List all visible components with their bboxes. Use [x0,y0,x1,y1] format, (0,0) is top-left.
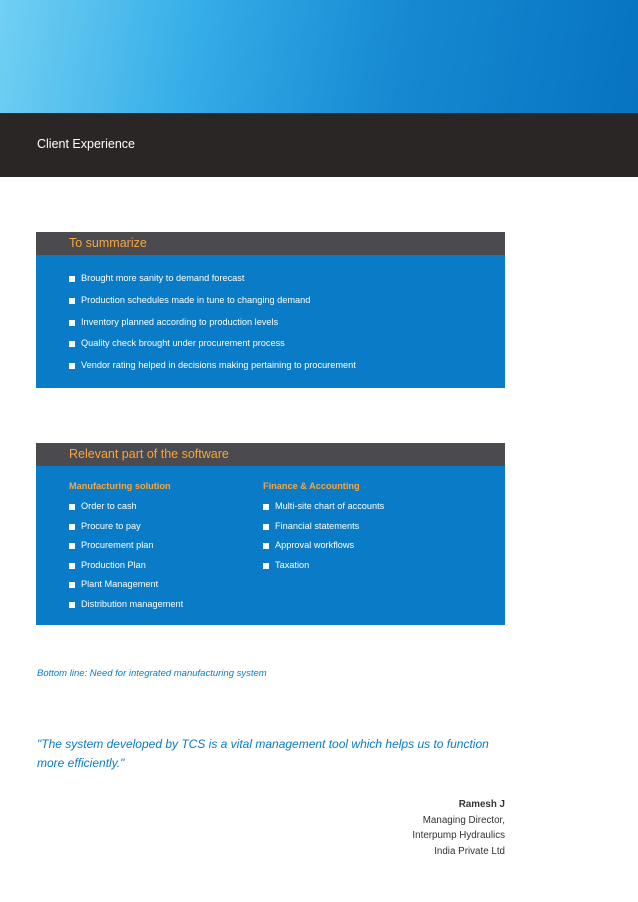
list-item: Quality check brought under procurement process [69,338,356,349]
list-item: Plant Management [69,579,183,590]
list-item: Financial statements [263,521,384,532]
signatory-name: Ramesh J [458,799,505,810]
finance-list [263,501,384,579]
bullet-square-icon [263,563,269,569]
section-title: Client Experience [37,137,135,151]
list-item: Brought more sanity to demand forecast [69,273,356,284]
summary-panel-header [36,232,505,255]
bullet-square-icon [69,582,75,588]
list-item: Production Plan [69,560,183,571]
list-item: Order to cash [69,501,183,512]
signatory-company: Interpump Hydraulics [412,830,505,841]
list-item: Production schedules made in tune to changing demand [69,295,356,306]
hero-gradient-banner [0,0,638,113]
bullet-square-icon [69,504,75,510]
software-panel [36,443,505,625]
bullet-square-icon [69,543,75,549]
bullet-square-icon [69,363,75,369]
bullet-square-icon [263,524,269,530]
finance-heading: Finance & Accounting [263,481,360,491]
list-item: Procurement plan [69,540,183,551]
bullet-square-icon [69,341,75,347]
list-item: Taxation [263,560,384,571]
bullet-square-icon [263,504,269,510]
list-item: Vendor rating helped in decisions making pertaining to procurement [69,360,356,371]
signatory-title: Managing Director, [422,814,505,826]
summary-title: To summarize [69,236,147,250]
bullet-square-icon [69,602,75,608]
bullet-square-icon [263,543,269,549]
list-item: Inventory planned according to production levels [69,317,356,328]
manufacturing-heading: Manufacturing solution [69,481,171,491]
summary-list [69,273,356,382]
list-item: Distribution management [69,599,183,610]
list-item: Multi-site chart of accounts [263,501,384,512]
signatory-company-line2: India Private Ltd [434,845,505,857]
manufacturing-list [69,501,183,619]
list-item: Approval workflows [263,540,384,551]
list-item: Procure to pay [69,521,183,532]
bullet-square-icon [69,563,75,569]
bullet-square-icon [69,276,75,282]
software-title: Relevant part of the software [69,447,229,461]
bullet-square-icon [69,298,75,304]
bullet-square-icon [69,320,75,326]
software-panel-header [36,443,505,466]
testimonial-quote: "The system developed by TCS is a vital management tool which helps us to function more efficiently." [37,737,489,770]
bullet-square-icon [69,524,75,530]
signature-block [412,797,505,859]
bottom-line-note: Bottom line: Need for integrated manufacturing system [37,668,267,679]
summary-panel [36,232,505,388]
